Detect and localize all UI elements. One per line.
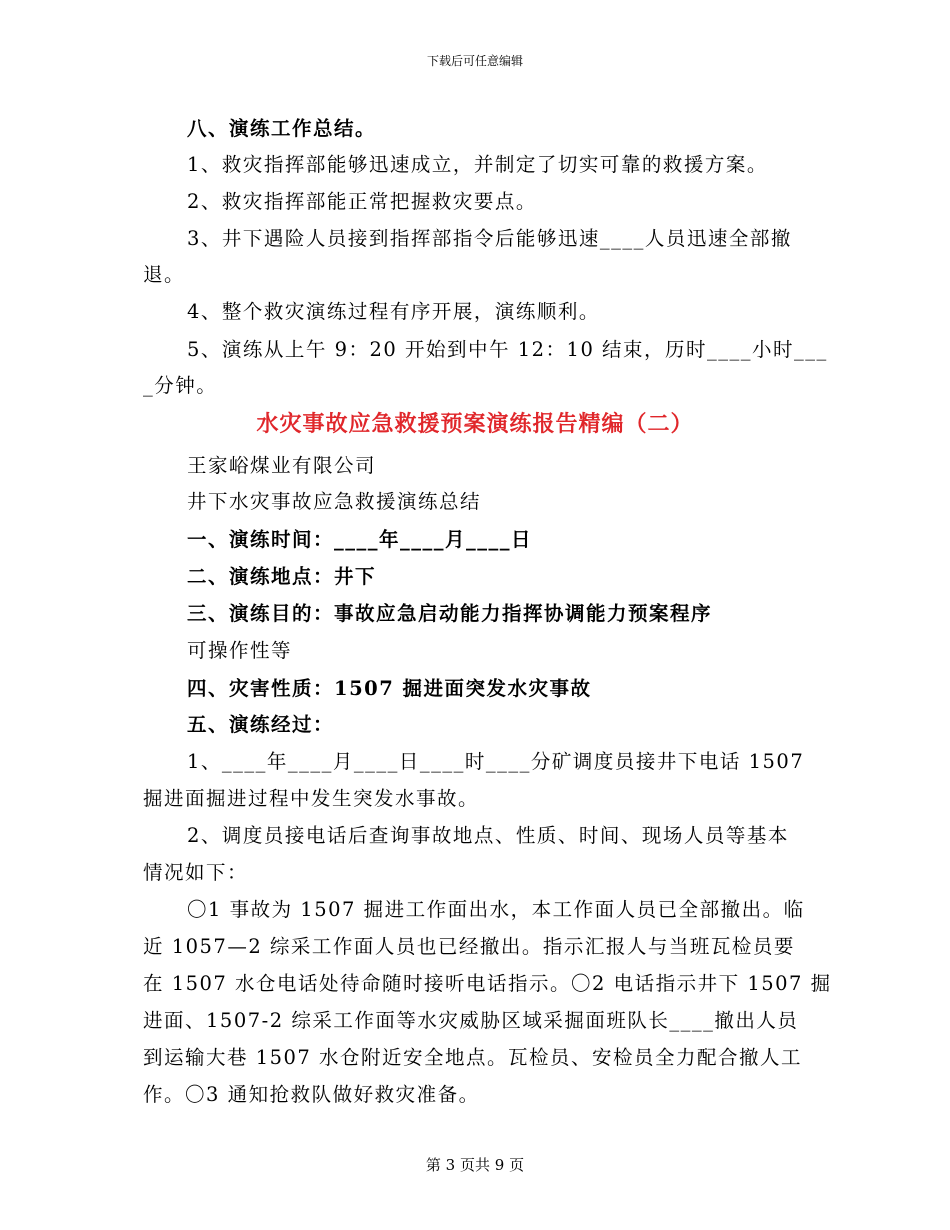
process-paragraph-3-line-5: 到运输大巷 1507 水仓附近安全地点。瓦检员、安检员全力配合撤人工 (143, 1046, 803, 1069)
report-subtitle: 井下水灾事故应急救援演练总结 (187, 490, 482, 513)
summary-item-3: 3、井下遇险人员接到指挥部指令后能够迅速____人员迅速全部撤 (187, 227, 792, 250)
drill-time: 一、演练时间：____年____月____日 (187, 528, 533, 551)
drill-purpose: 三、演练目的：事故应急启动能力指挥协调能力预案程序 (187, 602, 713, 625)
summary-item-1: 1、救灾指挥部能够迅速成立，并制定了切实可靠的救援方案。 (187, 153, 768, 176)
process-paragraph-3-line-6: 作。〇3 通知抢救队做好救灾准备。 (143, 1083, 480, 1106)
drill-process-heading: 五、演练经过： (187, 713, 335, 736)
drill-purpose-cont: 可操作性等 (187, 639, 293, 662)
process-paragraph-3-line-1: 〇1 事故为 1507 掘进工作面出水，本工作面人员已全部撤出。临 (187, 898, 805, 921)
process-paragraph-1: 1、____年____月____日____时____分矿调度员接井下电话 1507 (187, 750, 805, 773)
summary-item-3-cont: 退。 (143, 263, 186, 286)
summary-item-4: 4、整个救灾演练过程有序开展，演练顺利。 (187, 300, 600, 323)
disaster-nature: 四、灾害性质：1507 掘进面突发水灾事故 (187, 677, 592, 700)
process-paragraph-2: 2、调度员接电话后查询事故地点、性质、时间、现场人员等基本 (187, 824, 789, 847)
process-paragraph-3-line-2: 近 1057—2 综采工作面人员也已经撤出。指示汇报人与当班瓦检员要 (143, 935, 795, 958)
summary-item-5: 5、演练从上午 9：20 开始到中午 12：10 结束，历时____小时___ (187, 338, 828, 361)
page-footer: 第 3 页共 9 页 (425, 1156, 525, 1174)
drill-place: 二、演练地点：井下 (187, 565, 377, 588)
summary-item-5-cont: _分钟。 (143, 374, 218, 397)
process-paragraph-3-line-3: 在 1507 水仓电话处待命随时接听电话指示。〇2 电话指示井下 1507 掘 (143, 972, 832, 995)
document-title: 水灾事故应急救援预案演练报告精编（二） (256, 411, 694, 437)
process-paragraph-3-line-4: 进面、1507-2 综采工作面等水灾威胁区域采掘面班队长____撤出人员 (143, 1009, 799, 1032)
process-paragraph-2-cont: 情况如下： (143, 861, 249, 884)
process-paragraph-1-cont: 掘进面掘进过程中发生突发水事故。 (143, 787, 480, 810)
section-heading: 八、演练工作总结。 (187, 117, 377, 140)
company-name: 王家峪煤业有限公司 (187, 454, 377, 477)
page-header: 下载后可任意编辑 (426, 54, 523, 68)
summary-item-2: 2、救灾指挥部能正常把握救灾要点。 (187, 190, 537, 213)
